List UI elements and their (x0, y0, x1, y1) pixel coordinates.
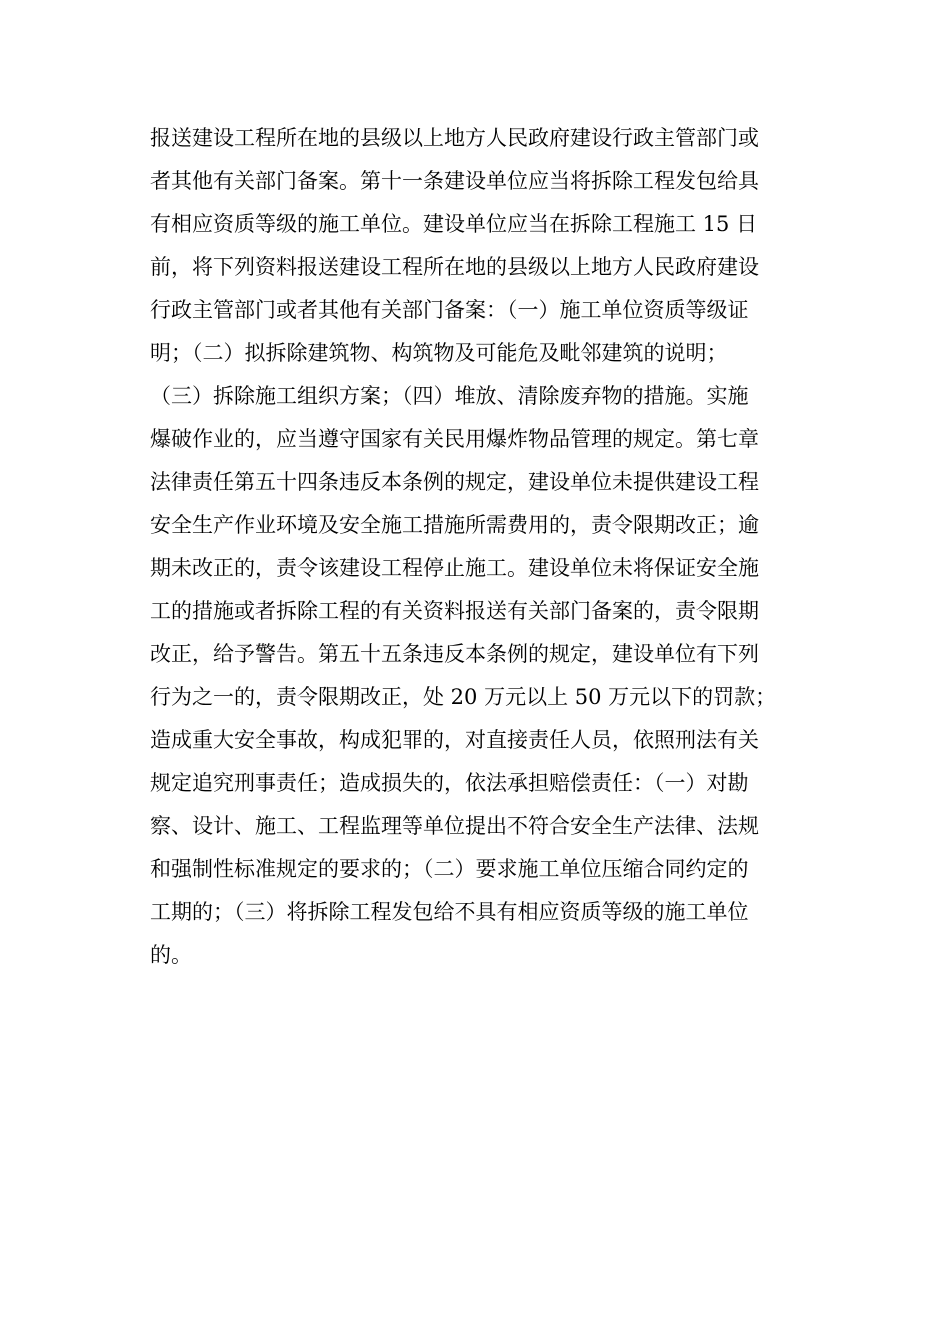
text-line-14: 行为之一的，责令限期改正，处 20 万元以上 50 万元以下的罚款； (150, 685, 777, 709)
text-line-9: 法律责任第五十四条违反本条例的规定，建设单位未提供建设工程 (150, 470, 759, 494)
text-line-18: 和强制性标准规定的要求的；（二）要求施工单位压缩合同约定的 (150, 857, 749, 881)
text-line-4: 前，将下列资料报送建设工程所在地的县级以上地方人民政府建设 (150, 255, 759, 279)
text-line-12: 工的措施或者拆除工程的有关资料报送有关部门备案的，责令限期 (150, 599, 759, 623)
text-line-16: 规定追究刑事责任；造成损失的，依法承担赔偿责任：（一）对勘 (150, 771, 749, 795)
body-paragraph (150, 117, 810, 977)
text-line-19: 工期的；（三）将拆除工程发包给不具有相应资质等级的施工单位 (150, 900, 749, 924)
text-line-8: 爆破作业的，应当遵守国家有关民用爆炸物品管理的规定。第七章 (150, 427, 759, 451)
text-line-11: 期未改正的，责令该建设工程停止施工。建设单位未将保证安全施 (150, 556, 759, 580)
text-line-3: 有相应资质等级的施工单位。建设单位应当在拆除工程施工 15 日 (150, 212, 758, 236)
text-line-5: 行政主管部门或者其他有关部门备案：（一）施工单位资质等级证 (150, 298, 749, 322)
text-line-2: 者其他有关部门备案。第十一条建设单位应当将拆除工程发包给具 (150, 169, 759, 193)
text-line-20: 的。 (150, 943, 192, 967)
text-line-17: 察、设计、施工、工程监理等单位提出不符合安全生产法律、法规 (150, 814, 759, 838)
text-line-13: 改正，给予警告。第五十五条违反本条例的规定，建设单位有下列 (150, 642, 759, 666)
text-line-7: （三）拆除施工组织方案；（四）堆放、清除废弃物的措施。实施 (150, 384, 749, 408)
text-line-6: 明；（二）拟拆除建筑物、构筑物及可能危及毗邻建筑的说明； (150, 341, 728, 365)
text-line-10: 安全生产作业环境及安全施工措施所需费用的，责令限期改正；逾 (150, 513, 759, 537)
text-line-15: 造成重大安全事故，构成犯罪的，对直接责任人员，依照刑法有关 (150, 728, 759, 752)
text-line-1: 报送建设工程所在地的县级以上地方人民政府建设行政主管部门或 (150, 126, 759, 150)
